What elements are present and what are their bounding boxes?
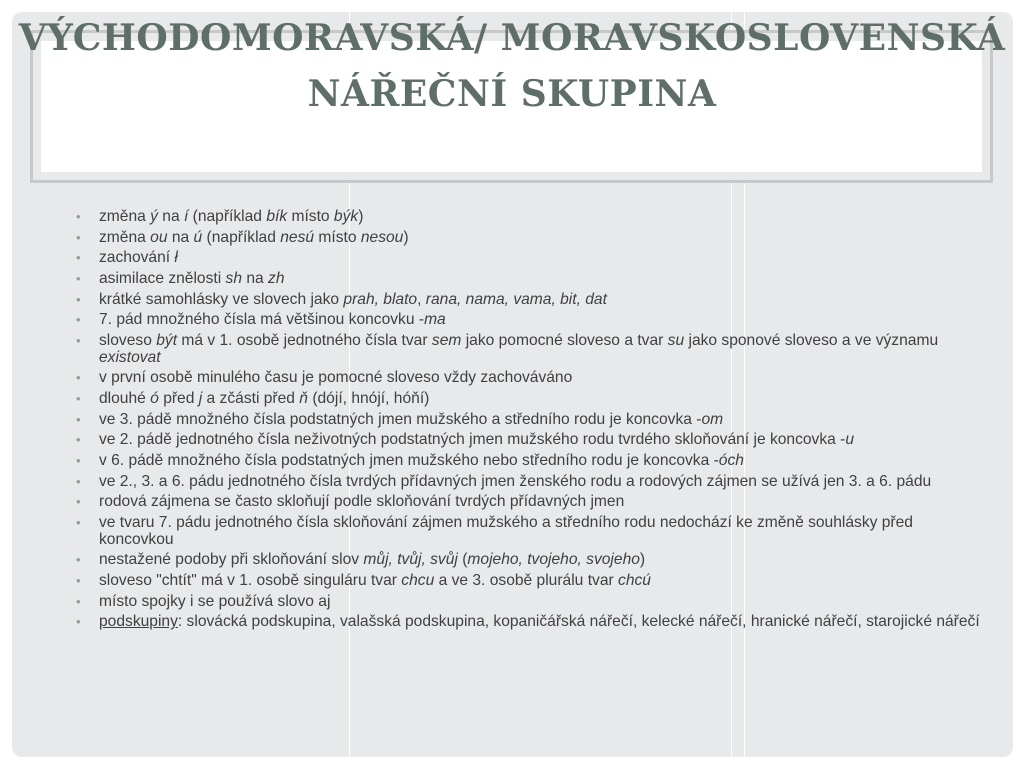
bullet-text: změna [99,208,151,225]
italic-term: chcu [401,572,435,589]
bullet-text: ve 3. pádě množného čísla podstatných jmen mužského a středního rodu je koncovka - [99,410,702,428]
bullet-text: zachování [99,249,175,267]
bullet-item [76,552,986,569]
italic-term: chcú [618,572,651,589]
italic-term: můj, tvůj, svůj [363,551,458,569]
italic-term: óch [718,452,744,470]
underlined-term: podskupiny [99,613,178,631]
bullet-text: před [158,390,199,407]
bullet-item [76,594,986,611]
bullet-text: , [417,290,426,308]
bullet-text: nestažené podoby při skloňování slov [99,551,364,569]
italic-term: rana, nama, vama, bit, dat [425,290,607,308]
bullet-text: (dójí, hnójí, hóňí) [307,390,430,407]
bullet-text: sloveso [99,332,157,350]
bullet-item [76,432,986,449]
bullet-text: na [167,228,194,246]
bullet-list [76,209,986,635]
bullet-text: má v 1. osobě jednotného čísla tvar [177,332,432,350]
italic-term: om [701,410,724,428]
bullet-text: místo [314,228,361,246]
bullet-item [76,209,986,226]
bullet-text: ve 2. pádě jednotného čísla neživotných podstatných jmen mužského rodu tvrdého skloňování je koncovka - [99,431,846,449]
bullet-text: ) [358,208,364,225]
bullet-text: v 6. pádě množného čísla podstatných jmen mužského nebo středního rodu je koncovka - [99,452,719,470]
bullet-text: krátké samohlásky ve slovech jako [99,290,344,308]
bullet-text: jako pomocné sloveso a tvar [461,332,668,350]
bullet-text: v první osobě minulého času je pomocné sloveso vždy zachováváno [99,369,573,387]
italic-term: nesú [280,228,315,246]
bullet-item [76,494,986,511]
italic-term: sh [225,270,243,288]
italic-term: zh [268,270,285,288]
italic-term: bík [266,208,288,225]
italic-term: nesou [360,228,404,246]
bullet-item [76,573,986,590]
italic-term: býk [333,208,359,225]
italic-term: j [198,390,203,407]
italic-term: ý [150,208,158,225]
bullet-text: dlouhé [99,390,151,407]
bullet-text: 7. pád množného čísla má většinou koncovku - [99,311,425,329]
bullet-text: na [242,270,269,288]
bullet-text: ( [457,551,468,569]
bullet-item [76,391,986,408]
italic-term: su [667,332,685,350]
bullet-item [76,515,986,548]
bullet-text: (například [202,228,281,246]
bullet-text: ) [403,228,409,246]
bullet-item [76,333,986,366]
italic-term: ma [424,311,446,329]
italic-term: být [156,332,178,350]
bullet-item [76,250,986,267]
italic-term: u [845,431,855,449]
italic-term: ú [193,228,203,246]
bullet-text: jako sponové sloveso a ve významu [684,332,939,350]
bullet-text: ve tvaru 7. pádu jednotného čísla skloňování zájmen mužského a středního rodu nedochází ke změně souhlásky před koncovkou [99,514,913,548]
italic-term: ł [174,249,178,267]
bullet-item [76,370,986,387]
bullet-item [76,474,986,491]
italic-term: mojeho, tvojeho, svojeho [467,551,640,569]
bullet-text: místo [287,208,334,225]
bullet-text: (například [188,208,267,225]
bullet-text: a zčásti před [202,390,300,407]
bullet-item [76,312,986,329]
bullet-text: ) [639,551,646,569]
italic-term: ň [299,390,308,407]
bullet-item [76,453,986,470]
bullet-item [76,412,986,429]
bullet-item [76,292,986,309]
bullet-text: místo spojky i se používá slovo aj [99,592,331,610]
bullet-text: rodová zájmena se často skloňují podle skloňování tvrdých přídavných jmen [99,493,625,511]
bullet-text: na [157,208,184,225]
bullet-item [76,614,986,631]
bullet-item [76,271,986,288]
bullet-text: : slovácká podskupina, valašská podskupina, kopaničářská nářečí, kelecké nářečí, hranické nářečí, starojické nářečí [177,613,980,631]
bullet-text: asimilace znělosti [99,270,226,288]
italic-term: sem [431,332,462,350]
bullet-text: změna [99,228,151,246]
italic-term: ó [150,390,159,407]
bullet-item [76,230,986,247]
italic-term: existovat [99,348,161,366]
italic-term: ou [150,228,168,246]
bullet-text: ve 2., 3. a 6. pádu jednotného čísla tvrdých přídavných jmen ženského rodu a rodových zájmen se užívá jen 3. a 6. pádu [99,472,932,490]
italic-term: prah, blato [343,290,418,308]
italic-term: í [183,208,189,225]
bullet-text: sloveso "chtít" má v 1. osobě singuláru tvar [99,572,402,589]
slide-title: VÝCHODOMORAVSKÁ/ MORAVSKOSLOVENSKÁ NÁŘEČNÍ SKUPINA [18,17,1006,115]
bullet-text: a ve 3. osobě plurálu tvar [434,572,619,589]
